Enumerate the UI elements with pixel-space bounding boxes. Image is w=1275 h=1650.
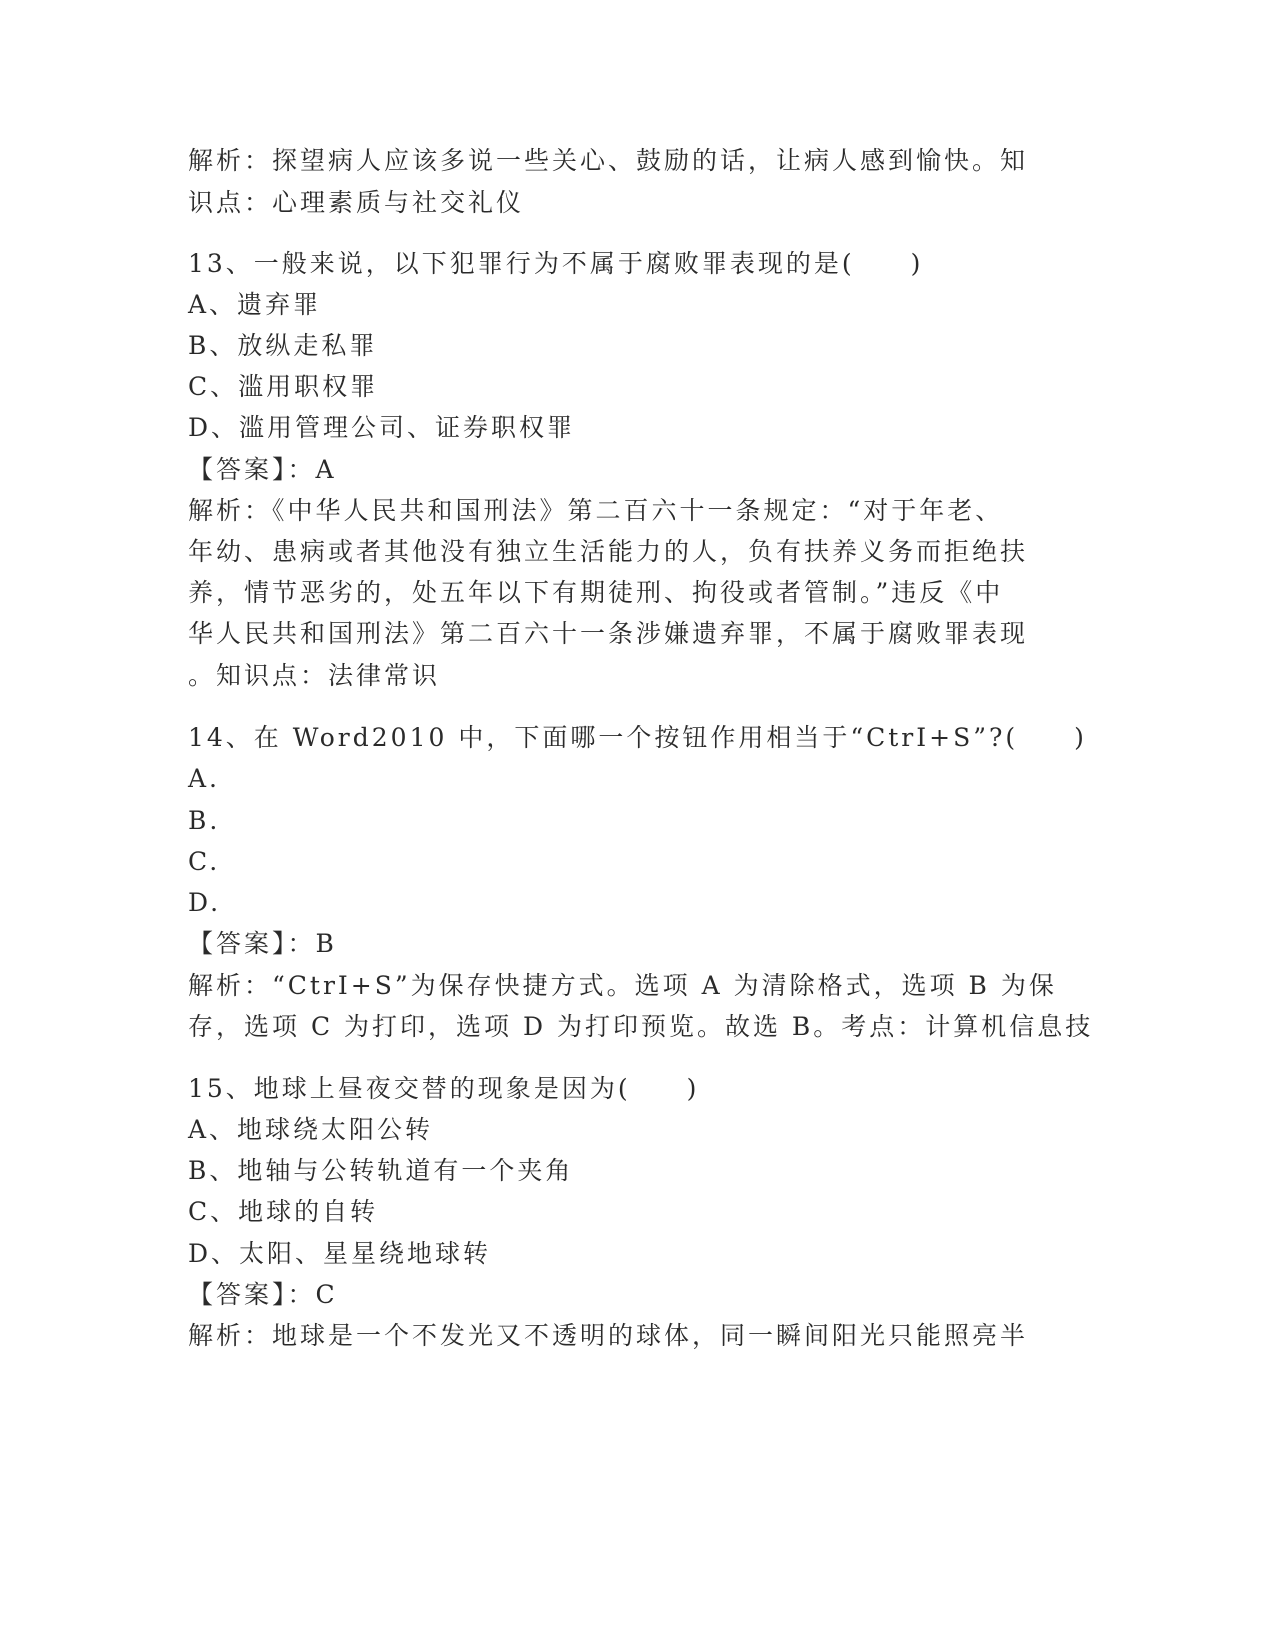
q14-option-d: D. [188, 888, 222, 917]
q12-analysis-line: 识点：心理素质与社交礼仪 [188, 188, 525, 217]
q15-option-b: B、地轴与公转轨道有一个夹角 [188, 1156, 574, 1185]
q13-analysis-line: 养，情节恶劣的，处五年以下有期徒刑、拘役或者管制。”违反《中 [188, 578, 1004, 607]
q15-answer: 【答案】：C [188, 1280, 338, 1309]
q13-option-d: D、滥用管理公司、证券职权罪 [188, 413, 576, 442]
q13-question: 13、一般来说，以下犯罪行为不属于腐败罪表现的是( ) [188, 249, 924, 278]
q15-option-d: D、太阳、星星绕地球转 [188, 1239, 492, 1268]
q14-question: 14、在 Word2010 中，下面哪一个按钮作用相当于“CtrI+S”?( ) [188, 723, 1087, 752]
q14-option-b: B. [188, 806, 221, 835]
q15-option-c: C、地球的自转 [188, 1197, 379, 1226]
q13-option-a: A、遗弃罪 [188, 290, 322, 319]
q13-answer: 【答案】：A [188, 455, 337, 484]
q13-analysis-line: 解析：《中华人民共和国刑法》第二百六十一条规定：“对于年老、 [188, 496, 1004, 525]
q14-option-a: A. [188, 764, 221, 793]
q13-option-b: B、放纵走私罪 [188, 331, 378, 360]
q14-analysis-line: 解析：“CtrI+S”为保存快捷方式。选项 A 为清除格式，选项 B 为保 [188, 971, 1057, 1000]
q12-analysis-line: 解析：探望病人应该多说一些关心、鼓励的话，让病人感到愉快。知 [188, 146, 1029, 175]
q15-analysis-line: 解析：地球是一个不发光又不透明的球体，同一瞬间阳光只能照亮半 [188, 1321, 1029, 1350]
q13-option-c: C、滥用职权罪 [188, 372, 379, 401]
q13-analysis-line: 年幼、患病或者其他没有独立生活能力的人，负有扶养义务而拒绝扶 [188, 537, 1029, 566]
q15-question: 15、地球上昼夜交替的现象是因为( ) [188, 1074, 700, 1103]
q13-analysis-line: 。知识点：法律常识 [188, 661, 441, 690]
q14-answer: 【答案】：B [188, 929, 337, 958]
q14-analysis-line: 存，选项 C 为打印，选项 D 为打印预览。故选 B。考点：计算机信息技 [188, 1012, 1094, 1041]
q15-option-a: A、地球绕太阳公转 [188, 1115, 434, 1144]
q14-option-c: C. [188, 847, 221, 876]
q13-analysis-line: 华人民共和国刑法》第二百六十一条涉嫌遗弃罪，不属于腐败罪表现 [188, 619, 1029, 648]
